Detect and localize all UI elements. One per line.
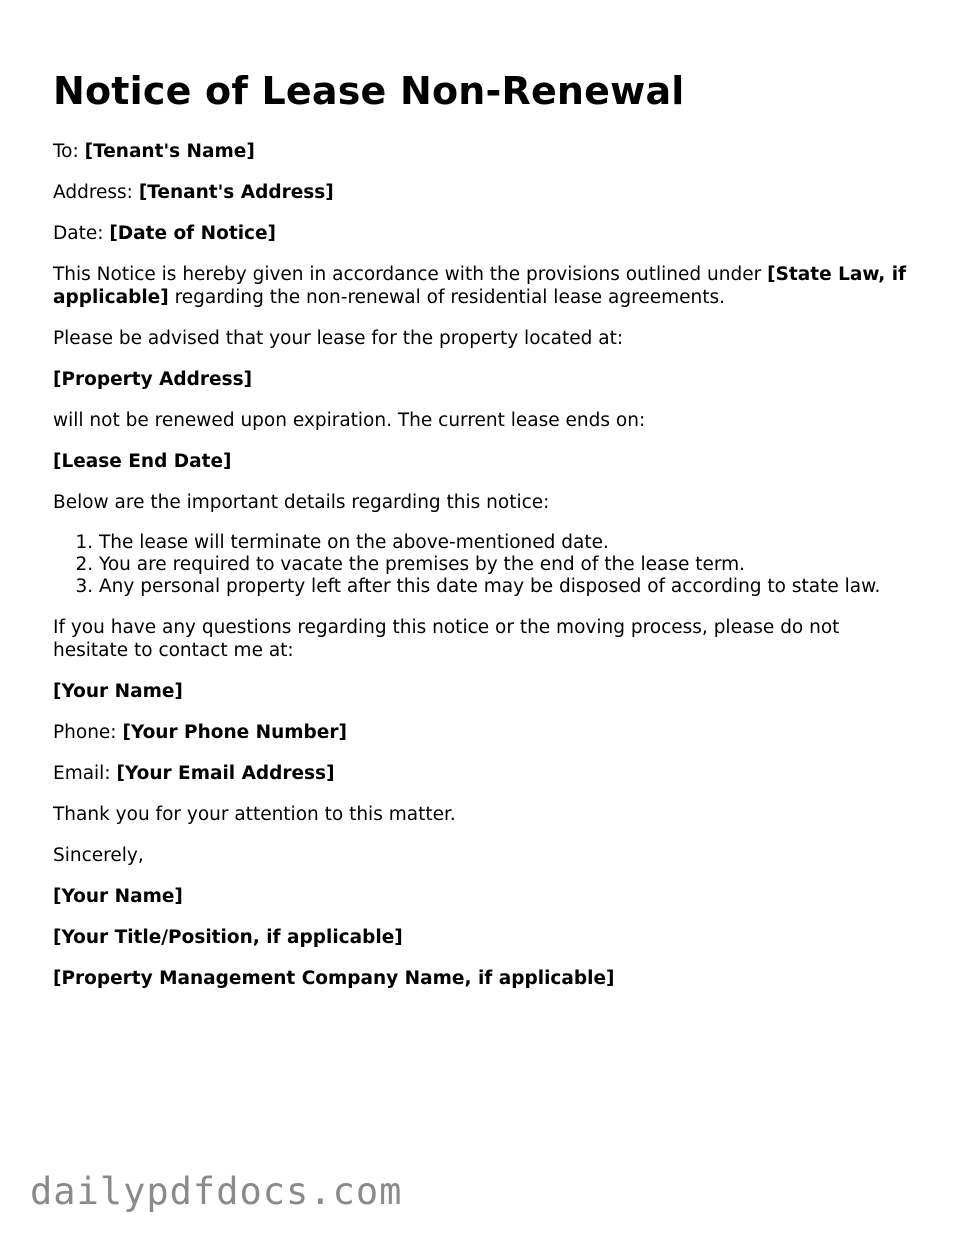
signer-title-value: [Your Title/Position, if applicable]	[53, 927, 403, 948]
document-page	[53, 0, 913, 990]
intro-state-law: [State Law, if applicable]	[53, 264, 907, 308]
list-item: 2. You are required to vacate the premises by the end of the lease term.	[99, 554, 913, 576]
contact-name	[53, 680, 913, 703]
watermark: dailypdfdocs.com	[30, 1170, 403, 1213]
advised-paragraph: Please be advised that your lease for the property located at:	[53, 328, 624, 349]
thanks-paragraph: Thank you for your attention to this matter.	[53, 804, 456, 825]
date-label: Date:	[53, 223, 104, 244]
questions-paragraph: If you have any questions regarding this notice or the moving process, please do not hesitate to contact me at:	[53, 617, 840, 661]
lease-end-date-value: [Lease End Date]	[53, 451, 232, 472]
phone-value: [Your Phone Number]	[122, 722, 347, 743]
details-list	[53, 532, 913, 598]
not-renewed-paragraph: will not be renewed upon expiration. The current lease ends on:	[53, 410, 646, 431]
signer-title	[53, 926, 913, 949]
phone-label: Phone:	[53, 722, 117, 743]
list-item: 3. Any personal property left after this date may be disposed of according to state law.	[99, 576, 913, 598]
lease-end-date	[53, 450, 913, 473]
to-label: To:	[53, 141, 79, 162]
intro-paragraph	[53, 263, 913, 309]
signer-company	[53, 967, 913, 990]
address-line	[53, 181, 913, 204]
email-value: [Your Email Address]	[116, 763, 335, 784]
date-line	[53, 222, 913, 245]
email-line	[53, 762, 913, 785]
page-title: Notice of Lease Non-Renewal	[53, 69, 685, 113]
contact-name-value: [Your Name]	[53, 681, 183, 702]
phone-line	[53, 721, 913, 744]
to-line	[53, 140, 913, 163]
date-value: [Date of Notice]	[109, 223, 277, 244]
closing-line: Sincerely,	[53, 845, 144, 866]
address-value: [Tenant's Address]	[138, 182, 334, 203]
signer-name-value: [Your Name]	[53, 886, 183, 907]
to-value: [Tenant's Name]	[84, 141, 255, 162]
property-address-value: [Property Address]	[53, 369, 253, 390]
intro-after: regarding the non-renewal of residential lease agreements.	[174, 287, 726, 308]
email-label: Email:	[53, 763, 111, 784]
intro-before: This Notice is hereby given in accordance with the provisions outlined under	[53, 264, 762, 285]
signer-name	[53, 885, 913, 908]
details-intro: Below are the important details regarding this notice:	[53, 492, 550, 513]
property-address	[53, 368, 913, 391]
signer-company-value: [Property Management Company Name, if applicable]	[53, 968, 615, 989]
list-item: 1. The lease will terminate on the above-mentioned date.	[99, 532, 913, 554]
address-label: Address:	[53, 182, 133, 203]
